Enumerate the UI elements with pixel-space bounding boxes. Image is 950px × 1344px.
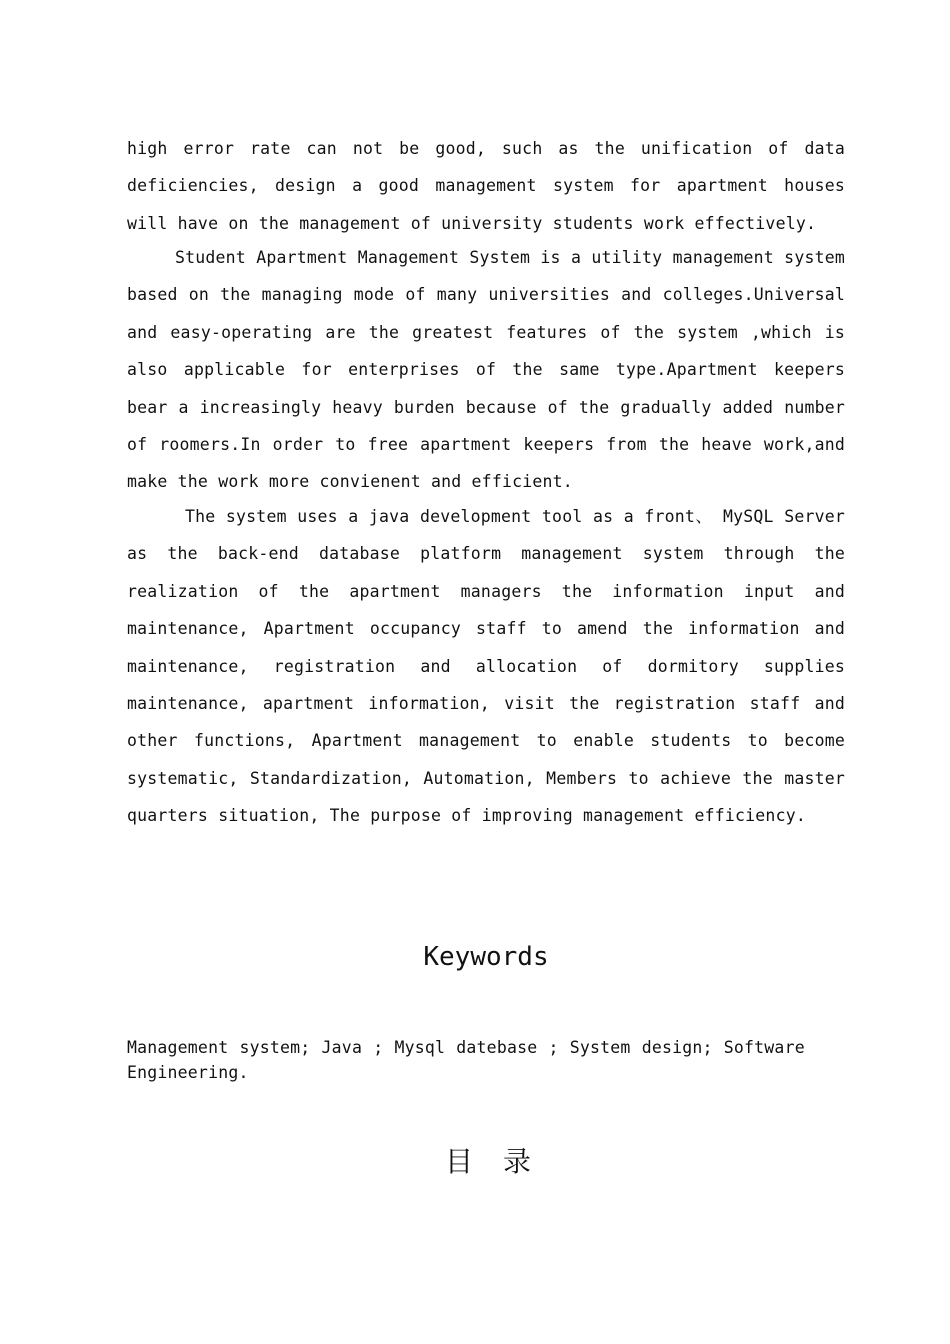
keywords-text: Management system; Java ; Mysql datebase ; System design; Software Engineering. [127, 1038, 805, 1082]
abstract-paragraph-1: high error rate can not be good, such as the unification of data deficiencies, design a good management system for apartment houses will have on the management of university students work effectively. [127, 139, 845, 233]
keywords-heading: Keywords [423, 942, 549, 972]
abstract-paragraph-2: Student Apartment Management System is a utility management system based on the managing mode of many universities and colleges.Universal and easy-operating are the greatest features of the system ,which is also applicable for enterprises of the same type.Apartment keepers bear a increasingly heavy burden because of the gradually added number of roomers.In order to free apartment keepers from the heave work,and make the work more convienent and efficient. [127, 248, 845, 492]
table-of-contents-heading: 目录 [444, 1145, 561, 1178]
abstract-paragraph-3: The system uses a java development tool as a front、 MySQL Server as the back-end database platform management system through the realization of the apartment managers the information input and maintenance, Apartment occupancy staff to amend the information and maintenance, registration and allocation of dormitory supplies maintenance, apartment information, visit the registration staff and other functions, Apartment management to enable students to become systematic, Standardization, Automation, Members to achieve the master quarters situation, The purpose of improving management efficiency. [127, 507, 845, 826]
